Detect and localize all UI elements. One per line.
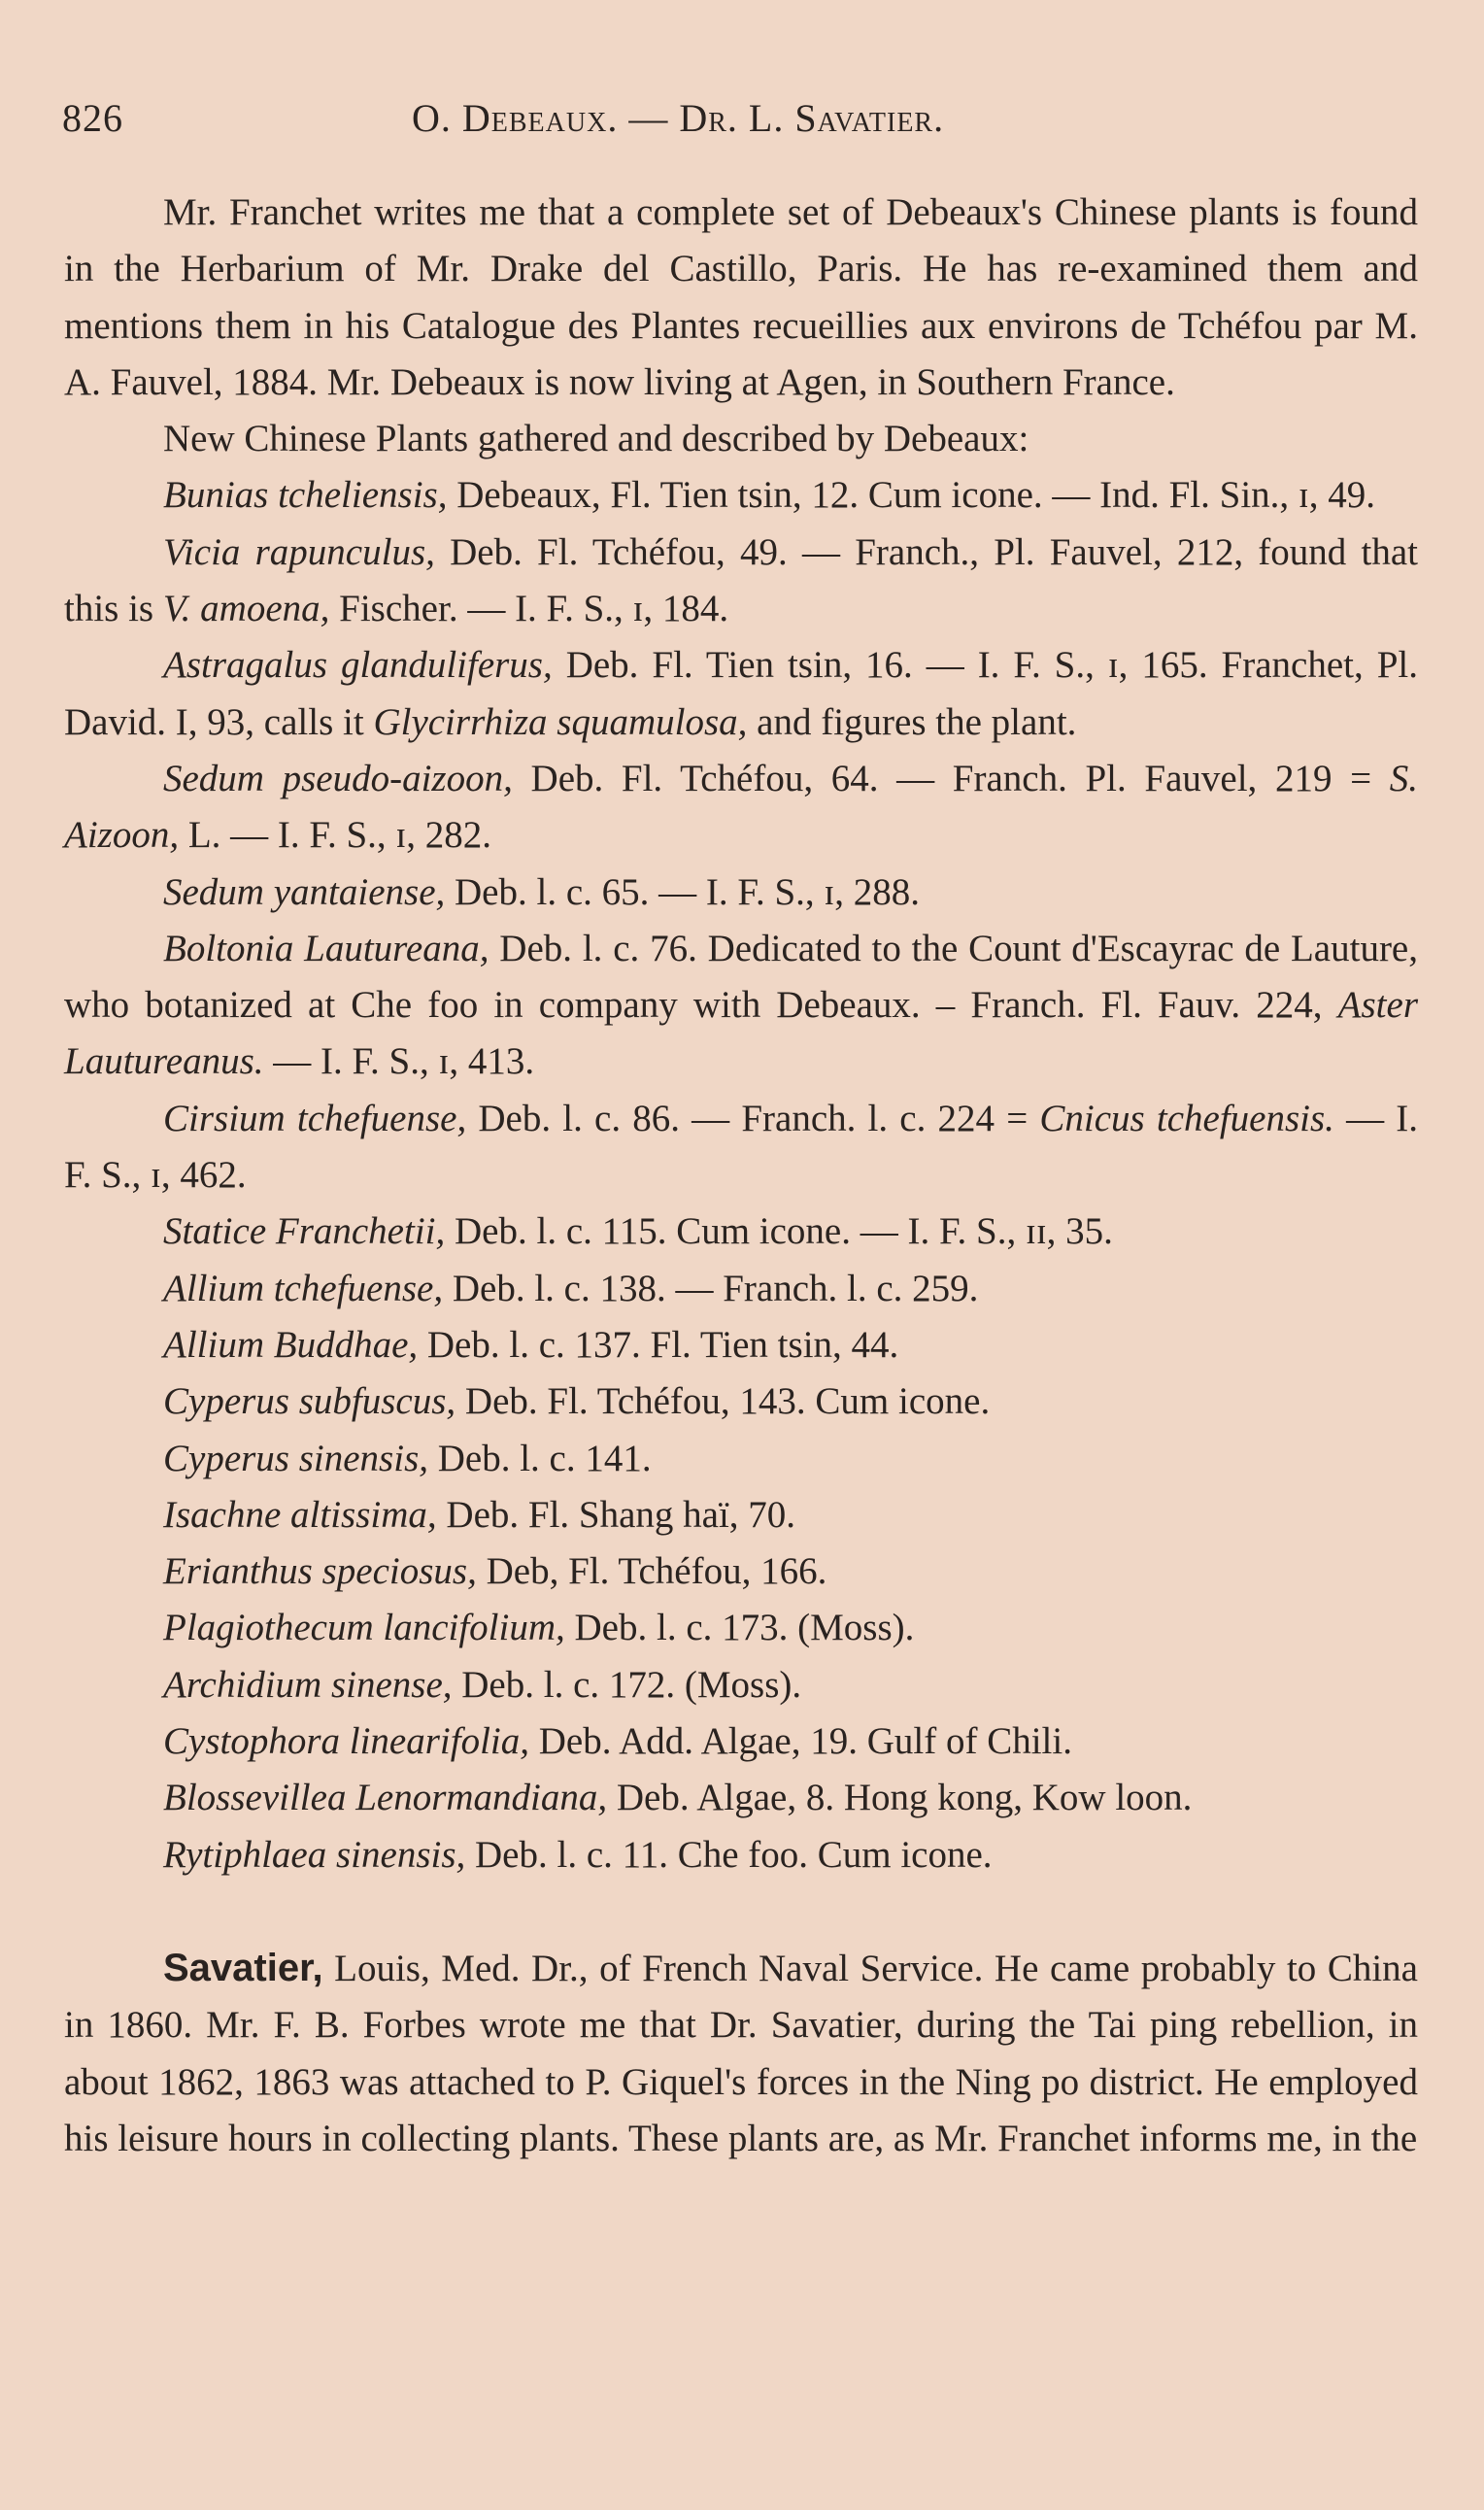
species-citation: Deb. Fl. Shang haï, 70. (436, 1493, 796, 1536)
species-synonym: Glycirrhiza squamulosa, (373, 700, 748, 743)
species-entry (64, 1317, 1418, 1374)
species-citation: Deb. l. c. 76. Dedicated to the Count d'Escayrac de Lauture, who botanized at Che foo in company with Debeaux. – Franch. Fl. Fauv. 224, (64, 927, 1418, 1027)
species-name: Cyperus sinensis, (163, 1437, 428, 1479)
species-entry (64, 921, 1418, 1091)
species-entry (64, 1431, 1418, 1487)
species-citation: Deb. Fl. Tchéfou, 49. — Franch., Pl. Fauvel, 212, found that this is (64, 530, 1418, 630)
species-citation: Deb. l. c. 138. — Franch. l. c. 259. (443, 1267, 979, 1309)
species-citation: Deb. Fl. Tchéfou, 143. Cum icone. (455, 1380, 991, 1423)
species-entry (64, 1600, 1418, 1656)
species-entry (64, 865, 1418, 921)
body-text (64, 185, 1418, 2167)
species-name: Plagiothecum lancifolium, (163, 1607, 565, 1649)
species-citation: Deb, Fl. Tchéfou, 166. (476, 1550, 827, 1593)
species-name: Erianthus speciosus, (163, 1550, 477, 1593)
species-citation: Debeaux, Fl. Tien tsin, 12. Cum icone. — Ind. Fl. Sin., ɪ, 49. (447, 474, 1376, 517)
species-list (64, 467, 1418, 1882)
species-entry (64, 1713, 1418, 1770)
species-entry (64, 467, 1418, 524)
species-citation-cont: — I. F. S., ɪ, 462. (64, 1097, 1418, 1197)
species-entry (64, 525, 1418, 638)
species-entry (64, 1657, 1418, 1713)
list-heading: New Chinese Plants gathered and described by Debeaux: (163, 418, 1029, 460)
species-synonym: Cnicus tchefuensis. (1039, 1097, 1334, 1139)
species-citation: Deb. l. c. 141. (428, 1437, 652, 1479)
species-citation: Deb. l. c. 173. (Moss). (564, 1607, 915, 1649)
species-name: Blossevillea Lenormandiana, (163, 1777, 608, 1819)
species-name: Cyperus subfuscus, (163, 1380, 456, 1423)
species-name: Allium tchefuense, (163, 1267, 444, 1309)
species-citation: Deb. l. c. 115. Cum icone. — I. F. S., ɪɪ, 35. (445, 1210, 1113, 1253)
species-name: Rytiphlaea sinensis, (163, 1833, 466, 1876)
species-citation: Deb. l. c. 137. Fl. Tien tsin, 44. (418, 1323, 899, 1366)
species-entry (64, 1204, 1418, 1260)
species-citation: Deb. Add. Algae, 19. Gulf of Chili. (529, 1720, 1072, 1763)
species-name: Boltonia Lautureana, (163, 927, 489, 969)
species-name: Vicia rapunculus, (163, 530, 435, 573)
species-name: Bunias tcheliensis, (163, 474, 448, 517)
species-entry (64, 1374, 1418, 1430)
running-head: O. Debeaux. — Dr. L. Savatier. (412, 96, 945, 140)
species-citation: Deb. Fl. Tchéfou, 64. — Franch. Pl. Fauvel, 219 = (512, 757, 1390, 799)
species-citation: Deb. Algae, 8. Hong kong, Kow loon. (607, 1777, 1193, 1819)
species-citation-cont: — I. F. S., ɪ, 413. (263, 1040, 535, 1083)
species-name: Cirsium tchefuense, (163, 1097, 467, 1139)
species-entry (64, 1543, 1418, 1600)
species-synonym: S. Aizoon, (64, 757, 1419, 857)
page-number: 826 (62, 96, 123, 140)
species-citation: Deb. l. c. 65. — I. F. S., ɪ, 288. (445, 870, 920, 913)
species-entry (64, 1827, 1418, 1883)
species-synonym: V. amoena, (162, 588, 330, 630)
species-name: Archidium sinense, (163, 1663, 453, 1706)
page-header (62, 95, 1422, 153)
species-citation: Deb. l. c. 172. (Moss). (452, 1663, 802, 1706)
species-citation-cont: and figures the plant. (747, 700, 1077, 743)
species-citation-cont: L. — I. F. S., ɪ, 282. (179, 814, 491, 857)
species-name: Astragalus glanduliferus, (163, 644, 553, 687)
species-name: Statice Franchetii, (163, 1210, 446, 1253)
species-entry (64, 637, 1418, 751)
savatier-text: Louis, Med. Dr., of French Naval Service. He came probably to China in 1860. Mr. F. B. Forbes wrote me that Dr. Savatier, during the Tai ping rebellion, in about 1862, 1863 was attached to P. Giquel's forces in the Ning po district. He employed his leisure hours in collecting plants. These plants are, as Mr. Franchet informs me, in the (64, 1947, 1418, 2159)
savatier-name: Savatier, (163, 1946, 323, 1989)
savatier-paragraph (64, 1940, 1418, 2167)
species-entry (64, 1770, 1418, 1826)
species-name: Isachne altissima, (163, 1493, 437, 1536)
species-citation: Deb. l. c. 86. — Franch. l. c. 224 = (466, 1097, 1040, 1139)
species-name: Cystophora linearifolia, (163, 1720, 530, 1763)
species-citation-cont: Fischer. — I. F. S., ɪ, 184. (329, 588, 729, 630)
species-citation: Deb. Fl. Tien tsin, 16. — I. F. S., ɪ, 165. Franchet, Pl. David. I, 93, calls it (64, 644, 1418, 743)
species-entry (64, 1091, 1418, 1204)
species-entry (64, 751, 1418, 865)
species-entry (64, 1487, 1418, 1543)
species-name: Sedum pseudo-aizoon, (163, 757, 513, 799)
species-synonym: Aster Lautureanus. (64, 984, 1418, 1083)
species-citation: Deb. l. c. 11. Che foo. Cum icone. (465, 1833, 993, 1876)
section-gap (64, 1883, 1418, 1940)
species-entry (64, 1261, 1418, 1317)
species-name: Sedum yantaiense, (163, 870, 446, 913)
intro-paragraph: Mr. Franchet writes me that a complete set of Debeaux's Chinese plants is found in the Herbarium of Mr. Drake del Castillo, Paris. He has re-examined them and mentions them in his Catalogue des Plantes recueillies aux environs de Tchéfou par M. A. Fauvel, 1884. Mr. Debeaux is now living at Agen, in Southern France. (64, 191, 1418, 403)
species-name: Allium Buddhae, (163, 1323, 419, 1366)
